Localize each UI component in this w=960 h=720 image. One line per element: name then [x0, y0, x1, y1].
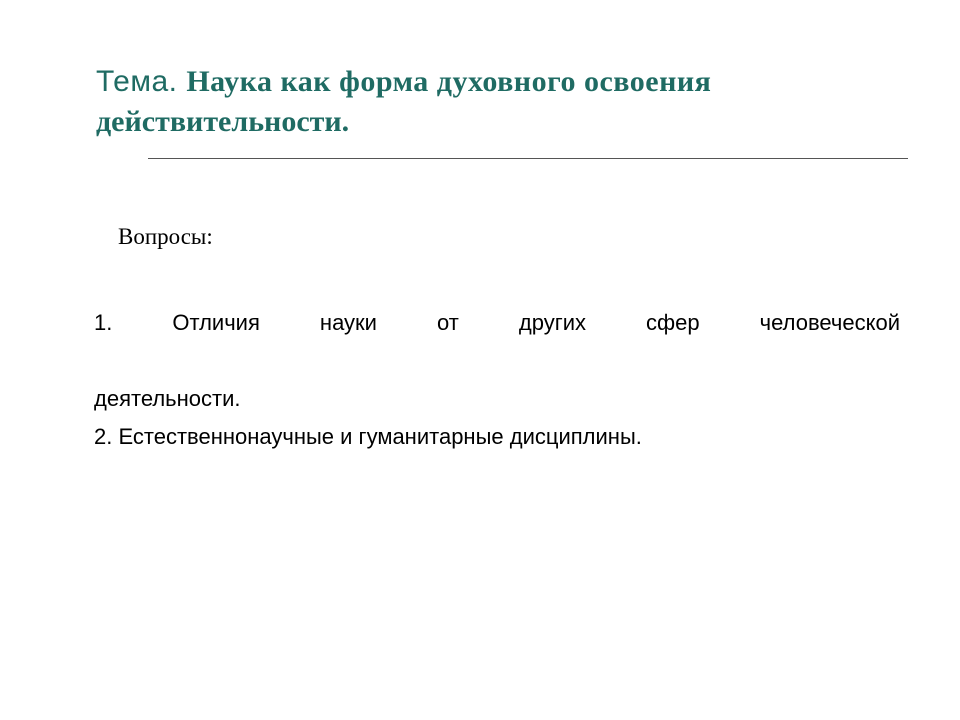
list-item	[94, 304, 900, 418]
list-item-line: 1. Отличия науки от других сфер человеческой	[94, 310, 900, 335]
list-item	[94, 418, 900, 456]
list-item-line: 2. Естественнонаучные и гуманитарные дисциплины.	[94, 424, 642, 449]
title-main: Наука как форма духовного освоения	[186, 65, 712, 98]
page-title	[96, 62, 908, 142]
slide-body	[94, 222, 906, 456]
title-divider	[148, 158, 908, 159]
title-second-line: действительности.	[96, 105, 350, 138]
body-spacer	[94, 252, 906, 304]
title-prefix: Тема.	[96, 65, 178, 98]
title-first-line	[96, 62, 908, 102]
list-item-line: деятельности.	[94, 386, 241, 411]
questions-label: Вопросы:	[118, 224, 213, 249]
